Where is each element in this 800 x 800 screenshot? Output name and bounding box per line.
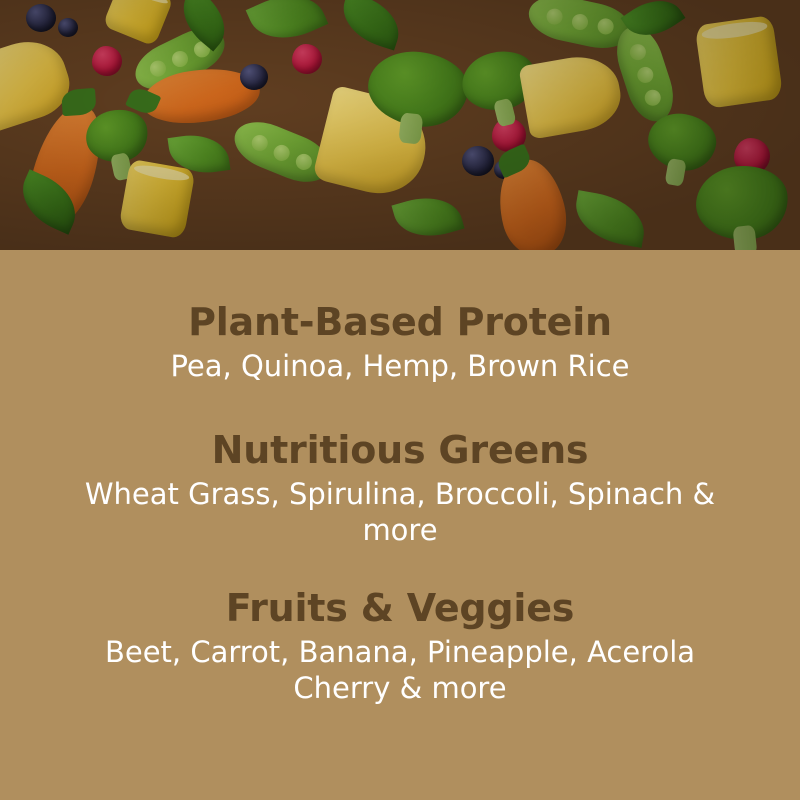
banana-slice-icon — [695, 15, 784, 109]
broccoli-icon — [692, 161, 791, 244]
blackberry-icon — [240, 64, 268, 90]
blueberry-icon — [462, 146, 494, 176]
section-body: Beet, Carrot, Banana, Pineapple, Acerola Cherry & more — [104, 635, 696, 705]
carrot-icon — [489, 154, 574, 250]
blueberry-icon — [26, 4, 56, 32]
raspberry-icon — [92, 46, 122, 76]
pea-pod-icon — [609, 21, 681, 128]
raspberry-icon — [292, 44, 322, 74]
section-heading: Nutritious Greens — [211, 428, 589, 473]
fruits-and-vegetables-photo-banner — [0, 0, 800, 250]
spinach-leaf-icon — [246, 0, 329, 52]
section-heading: Plant-Based Protein — [188, 300, 612, 344]
blueberry-icon — [58, 18, 78, 37]
pineapple-wedge-icon — [518, 50, 625, 140]
spinach-leaf-icon — [391, 188, 464, 246]
section-plant-based-protein — [0, 250, 800, 384]
banana-slice-icon — [118, 159, 195, 239]
section-fruits-and-veggies — [0, 548, 800, 706]
section-heading: Fruits & Veggies — [225, 586, 575, 631]
section-body: Pea, Quinoa, Hemp, Brown Rice — [170, 349, 630, 384]
banana-slice-icon — [102, 0, 173, 47]
ingredient-sections — [0, 250, 800, 800]
spinach-leaf-icon — [571, 190, 650, 248]
section-nutritious-greens — [0, 384, 800, 548]
spinach-leaf-icon — [335, 0, 407, 51]
section-body: Wheat Grass, Spirulina, Broccoli, Spinach & more — [84, 477, 716, 547]
